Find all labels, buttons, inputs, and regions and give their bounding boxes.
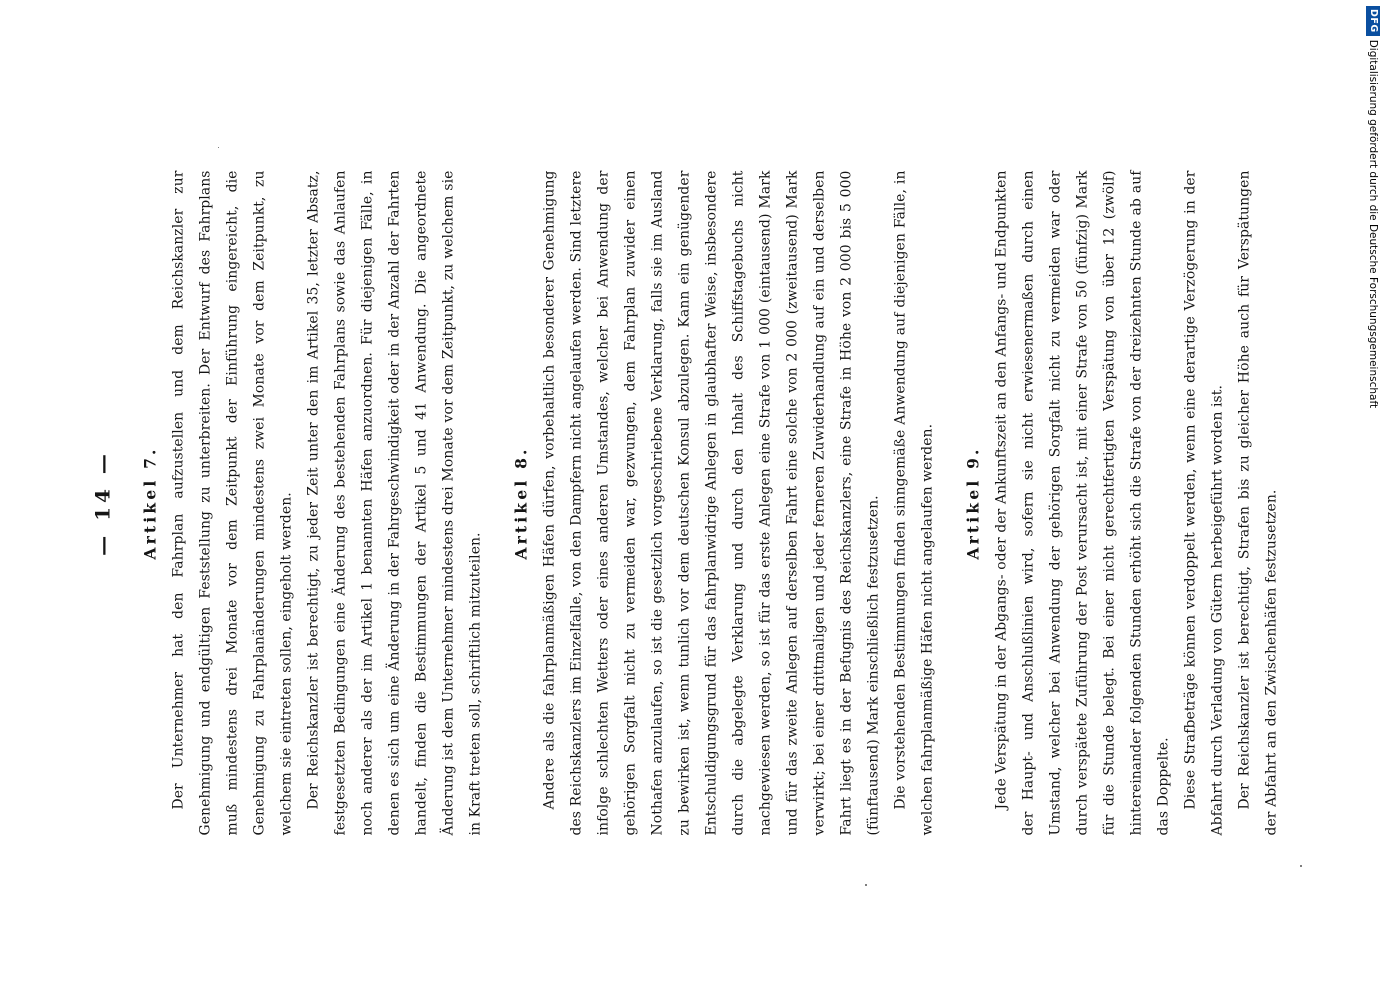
article-8-section [511,170,941,835]
scan-speck [865,884,867,886]
article-8-paragraph-1: Andere als die fahrplanmäßigen Häfen dürfen, vorbehaltlich besonderer Genehmigung des Reichskanzlers im Einzelfalle, von den Dampfern nicht angelaufen werden. Sind letztere infolge schlechten Wetters oder eines anderen Umstandes, welcher bei Anwendung der gehörigen Sorgfalt nicht zu vermeiden war, gezwungen, dem Fahrplan zuwider einen Nothafen anzulaufen, so ist die gesetzlich vorgeschriebene Verklarung, falls sie im Ausland zu bewirken ist, wenn tunlich vor dem deutschen Konsul abzulegen. Kann ein genügender Entschuldigungsgrund für das fahrplanwidrige Anlegen in glaubhafter Weise, insbesondere durch die abgelegte Verklarung und durch den Inhalt des Schiffstagebuchs nicht nachgewiesen werden, so ist für das erste Anlegen eine Strafe von 1 000 (eintausend) Mark und für das zweite Anlegen auf derselben Fahrt eine solche von 2 000 (zweitausend) Mark verwirkt; bei einer drittmaligen und jeder ferneren Zuwiderhandlung auf ein und derselben Fahrt liegt es in der Befugnis des Reichskanzlers, eine Strafe in Höhe von 2 000 bis 5 000 (fünftausend) Mark einschließlich festzusetzen. [541,170,881,835]
article-8-heading: Artikel 8. [511,445,530,560]
scan-speck [1300,865,1302,867]
scan-speck [218,147,219,148]
digitization-credit-strip [1361,0,1383,1000]
document-text-block [90,170,1307,835]
article-7-paragraph-1: Der Unternehmer hat den Fahrplan aufzustellen und dem Reichskanzler zur Genehmigung und endgültigen Feststellung zu unterbreiten. Der Entwurf des Fahrplans muß mindestens drei Monate vor dem Zeitpunkt der Einführung eingereicht, die Genehmigung zu Fahrplanänderungen mindestens zwei Monate vor dem Zeitpunkt, zu welchem sie eintreten sollen, eingeholt werden. [170,170,294,835]
page-number: — 14 — [90,449,114,556]
article-9-paragraph-3: Der Reichskanzler ist berechtigt, Strafen bis zu gleicher Höhe auch für Verspätungen der Abfahrt an den Zwischenhäfen festzusetzen. [1236,170,1279,835]
digitization-credit-text: Digitalisierung gefördert durch die Deutsche Forschungsgemeinschaft [1367,39,1379,409]
dfg-logo: DFG [1366,6,1380,36]
article-9-heading: Artikel 9. [963,445,982,560]
article-9-paragraph-2: Diese Strafbeträge können verdoppelt werden, wenn eine derartige Verzögerung in der Abfahrt durch Verladung von Gütern herbeigeführt worden ist. [1182,170,1225,835]
article-7-heading: Artikel 7. [140,445,159,560]
article-9-section [963,170,1285,835]
article-7-section [140,170,489,835]
article-7-paragraph-2: Der Reichskanzler ist berechtigt, zu jeder Zeit unter den im Artikel 35, letzter Absatz, festgesetzten Bedingungen eine Änderung des bestehenden Fahrplans sowie das Anlaufen noch anderer als der im Artikel 1 benannten Häfen anzuordnen. Für diejenigen Fälle, in denen es sich um eine Änderung in der Fahrgeschwindigkeit oder in der Anzahl der Fahrten handelt, finden die Bestimmungen der Artikel 5 und 41 Anwendung. Die angeordnete Änderung ist dem Unternehmer mindestens drei Monate vor dem Zeitpunkt, zu welchem sie in Kraft treten soll, schriftlich mitzuteilen. [305,170,483,835]
article-8-paragraph-2: Die vorstehenden Bestimmungen finden sinngemäße Anwendung auf diejenigen Fälle, in welchen fahrplanmäßige Häfen nicht angelaufen werden. [892,170,935,835]
article-9-paragraph-1: Jede Verspätung in der Abgangs- oder der Ankunftszeit an den Anfangs- und Endpunkten der Haupt- und Anschlußlinien wird, sofern sie nicht erwiesenermaßen durch einen Umstand, welcher bei Anwendung der gehörigen Sorgfalt nicht zu vermeiden war oder durch verspätete Zuführung der Post verursacht ist, mit einer Strafe von 50 (fünfzig) Mark für die Stunde belegt. Bei einer nicht gerechtfertigten Verspätung von über 12 (zwölf) hintereinander folgenden Stunden erhöht sich die Strafe von der dreizehnten Stunde ab auf das Doppelte. [993,170,1171,835]
